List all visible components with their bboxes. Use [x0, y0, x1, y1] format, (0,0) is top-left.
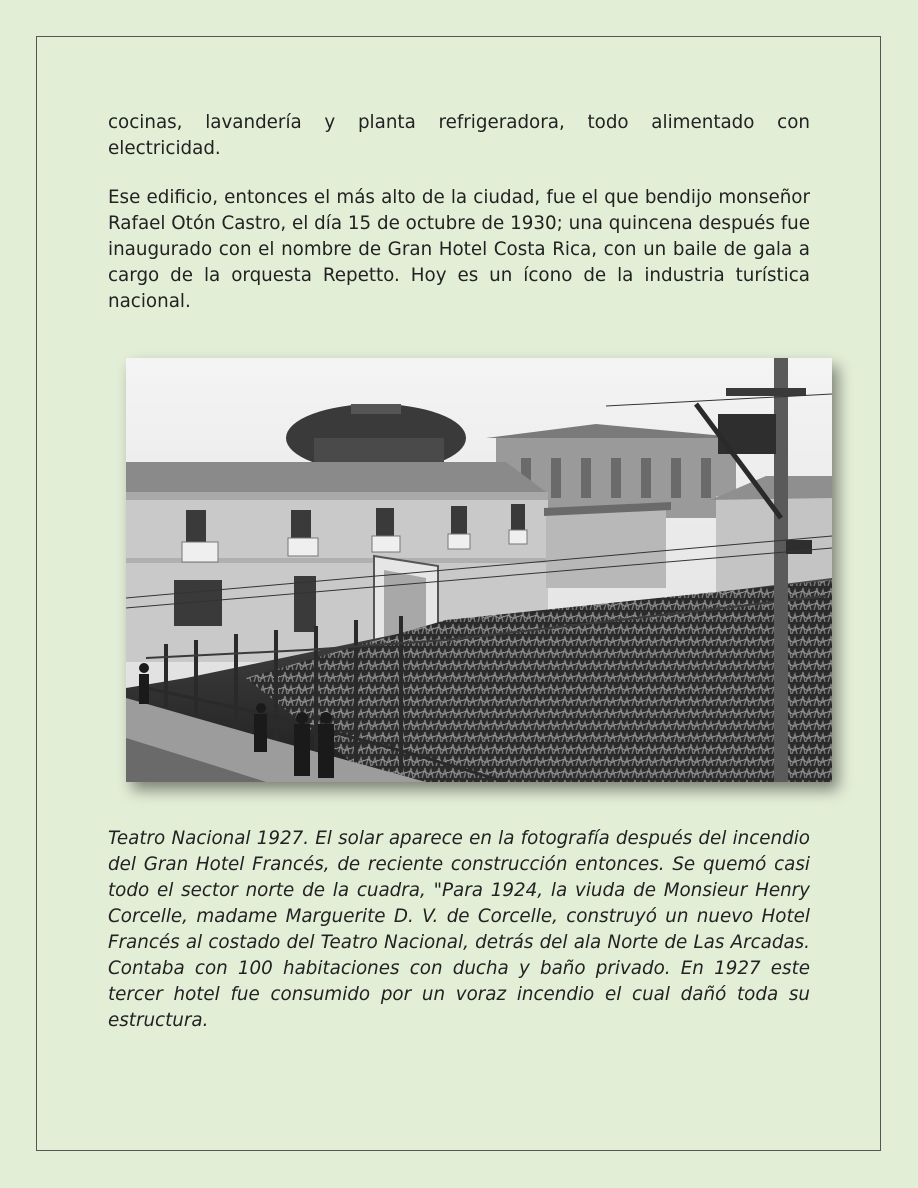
historic-photo-teatro-nacional [126, 358, 832, 782]
paragraph-1: cocinas, lavandería y planta refrigeradora, todo alimentado con electricidad. [108, 112, 810, 159]
photo-caption: Teatro Nacional 1927. El solar aparece en la fotografía después del incendio del Gran Hotel Francés, de reciente construcción entonces. Se quemó casi todo el sector norte de la cuadra, "Para 1924, la viuda de Monsieur Henry Corcelle, madame Marguerite D. V. de Corcelle, construyó un nuevo Hotel Francés al costado del Teatro Nacional, detrás del ala Norte de Las Arcadas. Contaba con 100 habitaciones con ducha y baño privado. En 1927 este tercer hotel fue consumido por un voraz incendio el cual dañó toda su estructura. [108, 828, 810, 1031]
paragraph-2: Ese edificio, entonces el más alto de la ciudad, fue el que bendijo monseñor Rafael Otón Castro, el día 15 de octubre de 1930; una quincena después fue inaugurado con el nombre de Gran Hotel Costa Rica, con un baile de gala a cargo de la orquesta Repetto. Hoy es un ícono de la industria turística nacional. [108, 187, 810, 312]
